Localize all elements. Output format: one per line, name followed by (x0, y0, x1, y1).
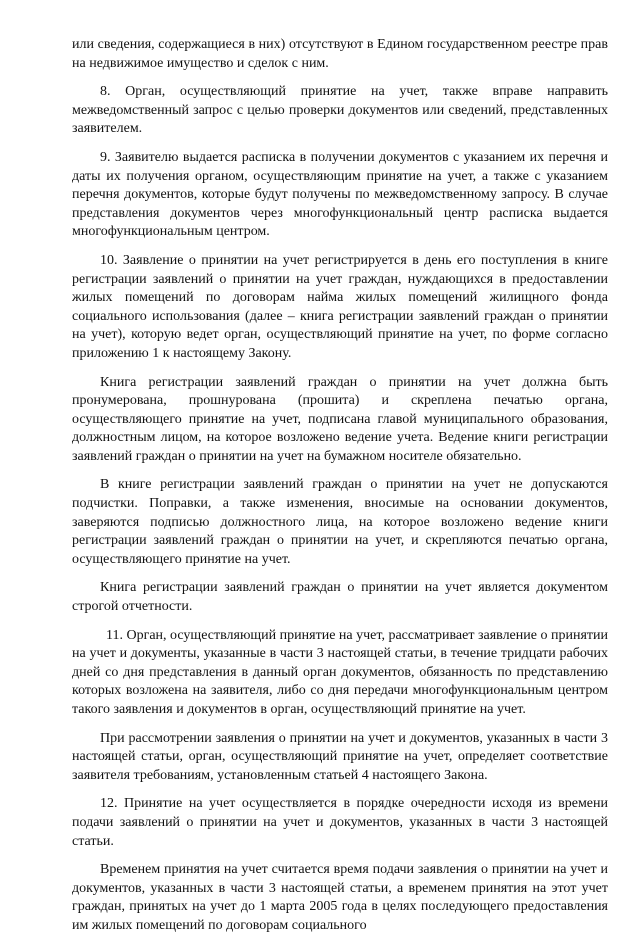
paragraph-7-continuation: или сведения, содержащиеся в них) отсутствуют в Едином государственном реестре прав на недвижимое имущество и сделок с ним. (72, 37, 608, 71)
paragraph-10-strict-accounting: Книга регистрации заявлений граждан о принятии на учет является документом строгой отчетности. (72, 580, 608, 615)
paragraph-12-registration-time: Временем принятия на учет считается время подачи заявления о принятии на учет и документов, указанных в части 3 настоящей статьи, а временем принятия на этот учет граждан, принятых на учет до 1 марта 2005 года в целях последующего предоставления им жилых помещений по договорам социального (72, 862, 608, 933)
paragraph-10-registration-book: Книга регистрации заявлений граждан о принятии на учет должна быть пронумерована, прошнурована (прошита) и скреплена печатью органа, осуществляющего принятие на учет, подписана главой муниципального образования, должностным лицом, на которое возложено ведение учета. Ведение книги регистрации заявлений граждан о принятии на учет на бумажном носителе обязательно. (72, 374, 608, 464)
paragraph-10: 10. Заявление о принятии на учет регистрируется в день его поступления в книге регистрации заявлений о принятии на учет граждан, нуждающихся в предоставлении жилых помещений по договорам найма жилых помещений жилищного фонда социального использования (далее – книга регистрации заявлений граждан о принятии на учет), которую ведет орган, осуществляющий принятие на учет, по форме согласно приложению 1 к настоящему Закону. (72, 252, 608, 361)
paragraph-9: 9. Заявителю выдается расписка в получении документов с указанием их перечня и даты их получения органом, осуществляющим принятие на учет, а также с указанием перечня документов, которые будут получены по межведомственному запросу. В случае представления документов через многофункциональный центр расписка выдается многофункциональным центром. (72, 149, 608, 240)
document-page (72, 36, 608, 936)
paragraph-11: 11. Орган, осуществляющий принятие на учет, рассматривает заявление о принятии на учет и документы, указанные в части 3 настоящей статьи, в течение тридцати рабочих дней со дня представления в данный орган документов, обязанность по представлению которых возложена на заявителя, либо со дня передачи многофункциональным центром такого заявления и документов в орган, осуществляющий принятие на учет. (72, 627, 608, 717)
paragraph-12: 12. Принятие на учет осуществляется в порядке очередности исходя из времени подачи заявлений о принятии на учет и документов, указанных в части 3 настоящей статьи. (72, 796, 608, 849)
paragraph-10-corrections: В книге регистрации заявлений граждан о принятии на учет не допускаются подчистки. Поправки, а также изменения, вносимые на основании документов, заверяются подписью должностного лица, на которое возложено ведение книги регистрации заявлений граждан о принятии на учет, и скрепляются печатью органа, осуществляющего принятие на учет. (72, 477, 608, 567)
paragraph-8: 8. Орган, осуществляющий принятие на учет, также вправе направить межведомственный запрос с целью проверки документов или сведений, представленных заявителем. (72, 84, 608, 137)
paragraph-11-review: При рассмотрении заявления о принятии на учет и документов, указанных в части 3 настоящей статьи, орган, осуществляющий принятие на учет, определяет соответствие заявителя требованиям, установленным статьей 4 настоящего Закона. (72, 730, 608, 783)
